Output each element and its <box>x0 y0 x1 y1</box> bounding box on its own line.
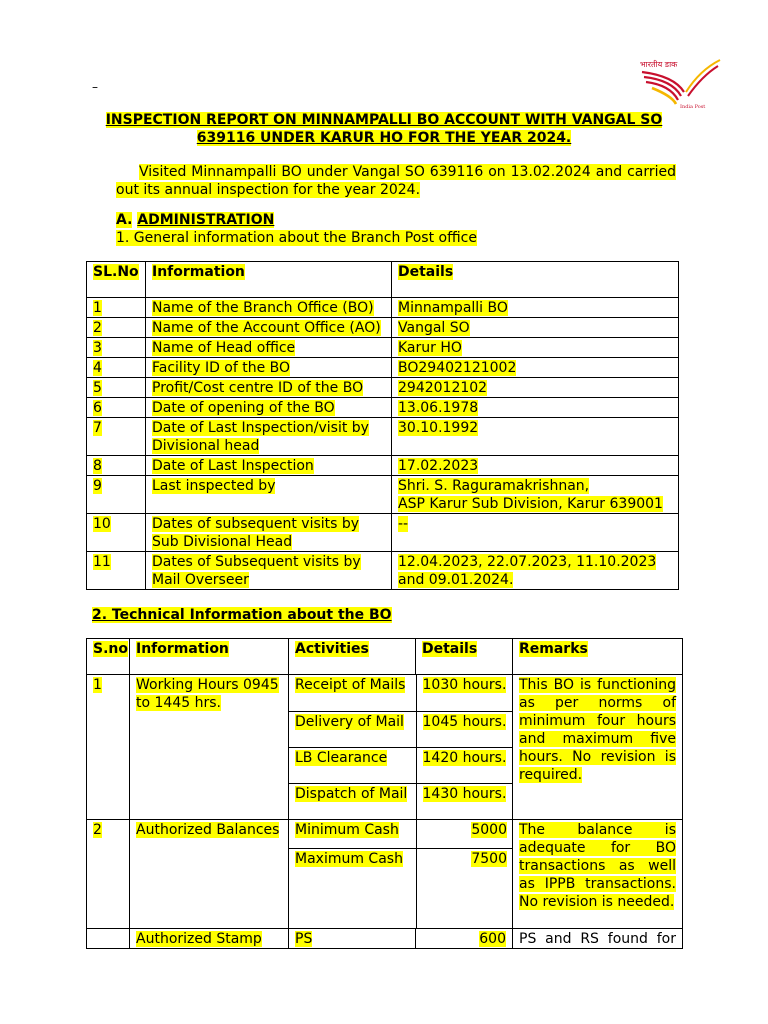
section-a-prefix: A. <box>116 212 133 228</box>
table-cell: 11 <box>87 552 146 590</box>
table-cell: Date of Last Inspection <box>146 456 392 476</box>
table-cell: 1 <box>87 675 130 820</box>
table-cell: Minnampalli BO <box>392 298 679 318</box>
table-cell: Karur HO <box>392 338 679 358</box>
technical-info-table <box>86 638 683 949</box>
table-row <box>87 398 679 418</box>
activity-row <box>289 747 513 783</box>
table-cell: 7 <box>87 418 146 456</box>
table-cell: Dates of Subsequent visits by Mail Overseer <box>146 552 392 590</box>
table-cell: Authorized Balances <box>130 820 289 929</box>
table-cell: Facility ID of the BO <box>146 358 392 378</box>
table-cell: 12.04.2023, 22.07.2023, 11.10.2023 and 09.01.2024. <box>392 552 679 590</box>
intro-paragraph <box>116 163 676 199</box>
table-header-cell: Details <box>416 639 513 675</box>
general-info-table <box>86 261 679 590</box>
table-cell: Date of Last Inspection/visit by Divisional head <box>146 418 392 456</box>
activity-row <box>289 820 513 848</box>
table-row <box>87 514 679 552</box>
table-header-row <box>87 639 683 675</box>
table-cell: 2 <box>87 318 146 338</box>
activities-subtable <box>289 675 513 819</box>
balances-subtable <box>289 820 513 928</box>
table-row <box>87 675 683 820</box>
table-header-cell: S.no <box>87 639 130 675</box>
table-cell: 4 <box>87 358 146 378</box>
india-post-logo <box>636 58 722 110</box>
table-row <box>87 418 679 456</box>
table-cell: 2 <box>87 820 130 929</box>
report-title-text: INSPECTION REPORT ON MINNAMPALLI BO ACCOUNT WITH VANGAL SO 639116 UNDER KARUR HO FOR THE YEAR 2024. <box>105 112 663 146</box>
table-row <box>87 378 679 398</box>
section-a-heading <box>116 211 274 229</box>
activity-detail: 7500 <box>471 850 507 867</box>
table-cell: 1 <box>87 298 146 318</box>
logo-caption: India Post <box>680 104 706 110</box>
table-cell: 13.06.1978 <box>392 398 679 418</box>
table-cell: Vangal SO <box>392 318 679 338</box>
activity-name: Delivery of Mail <box>289 711 416 747</box>
technical-info-text: 2. Technical Information about the BO <box>92 607 392 623</box>
table-cell: Name of Head office <box>146 338 392 358</box>
table-cell: 9 <box>87 476 146 514</box>
intro-text: Visited Minnampalli BO under Vangal SO 639116 on 13.02.2024 and carried out its annual inspection for the year 2024. <box>116 164 676 198</box>
general-info-heading <box>116 229 477 247</box>
table-row <box>87 338 679 358</box>
table-cell: 30.10.1992 <box>392 418 679 456</box>
report-title <box>92 111 676 147</box>
table-cell: Name of the Branch Office (BO) <box>146 298 392 318</box>
activity-name: Dispatch of Mail <box>289 783 416 819</box>
table-header-cell: SL.No <box>87 262 146 298</box>
technical-info-heading <box>92 606 392 624</box>
table-cell: Working Hours 0945 to 1445 hrs. <box>130 675 289 820</box>
table-cell: Profit/Cost centre ID of the BO <box>146 378 392 398</box>
activity-row <box>289 711 513 747</box>
table-cell: PS <box>289 929 416 949</box>
activity-detail: 1420 hours. <box>416 747 513 783</box>
activity-row <box>289 783 513 819</box>
table-cell: Authorized Stamp <box>130 929 289 949</box>
table-header-cell: Remarks <box>513 639 683 675</box>
table-header-row <box>87 262 679 298</box>
activity-name: Receipt of Mails <box>289 675 416 711</box>
table-cell: BO29402121002 <box>392 358 679 378</box>
table-cell: 5 <box>87 378 146 398</box>
table-row <box>87 929 683 949</box>
activity-detail: 1030 hours. <box>416 675 513 711</box>
table-row <box>87 820 683 929</box>
remarks-cell: The balance is adequate for BO transactions as well as IPPB transactions. No revision is needed. <box>513 820 683 929</box>
table-cell: 3 <box>87 338 146 358</box>
table-header-cell: Details <box>392 262 679 298</box>
activities-cell <box>289 675 513 820</box>
activity-detail: 5000 <box>416 820 513 848</box>
table-cell: Last inspected by <box>146 476 392 514</box>
logo-hindi-text: भारतीय डाक <box>640 60 678 69</box>
table-row <box>87 318 679 338</box>
table-cell: Shri. S. Raguramakrishnan, ASP Karur Sub Division, Karur 639001 <box>392 476 679 514</box>
activities-cell <box>289 820 513 929</box>
activity-row <box>289 848 513 928</box>
top-dash: – <box>92 80 98 94</box>
table-cell <box>87 929 130 949</box>
activity-name: Maximum Cash <box>289 848 416 928</box>
table-cell: Date of opening of the BO <box>146 398 392 418</box>
table-header-cell: Information <box>146 262 392 298</box>
section-a-label: ADMINISTRATION <box>137 212 275 228</box>
remarks-cell: PS and RS found for <box>513 929 683 949</box>
table-cell: 2942012102 <box>392 378 679 398</box>
table-row <box>87 476 679 514</box>
table-cell: Dates of subsequent visits by Sub Divisional Head <box>146 514 392 552</box>
table-row <box>87 358 679 378</box>
remarks-cell: This BO is functioning as per norms of minimum four hours and maximum five hours. No revision is required. <box>513 675 683 820</box>
table-cell: 10 <box>87 514 146 552</box>
table-header-cell: Activities <box>289 639 416 675</box>
table-cell: Name of the Account Office (AO) <box>146 318 392 338</box>
general-info-text: 1. General information about the Branch Post office <box>116 230 477 246</box>
table-row <box>87 552 679 590</box>
activity-detail: 1045 hours. <box>416 711 513 747</box>
table-cell: -- <box>392 514 679 552</box>
activity-name: LB Clearance <box>289 747 416 783</box>
table-header-cell: Information <box>130 639 289 675</box>
table-cell: 8 <box>87 456 146 476</box>
activity-detail: 1430 hours. <box>422 785 507 802</box>
table-cell: 600 <box>416 929 513 949</box>
table-cell: 17.02.2023 <box>392 456 679 476</box>
table-cell: 6 <box>87 398 146 418</box>
activity-name: Minimum Cash <box>289 820 416 848</box>
table-row <box>87 456 679 476</box>
activity-row <box>289 675 513 711</box>
table-row <box>87 298 679 318</box>
